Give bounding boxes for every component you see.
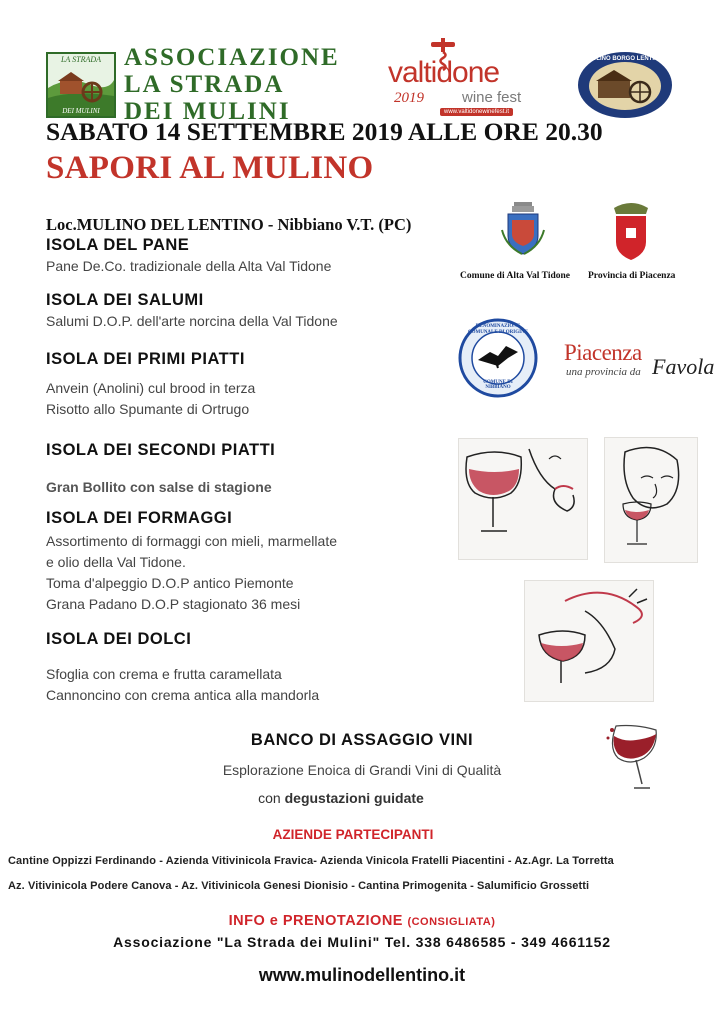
island-desc-line: Sfoglia con crema e frutta caramellata	[46, 666, 282, 682]
info-heading	[0, 912, 724, 930]
event-title: SAPORI AL MULINO	[46, 150, 374, 186]
provincia-piacenza-crest	[610, 200, 652, 264]
mulino-borgo-lentino-logo	[576, 50, 674, 120]
valtidone-winefest: wine fest	[462, 89, 522, 106]
island-desc-line: Assortimento di formaggi con mieli, marmellate	[46, 533, 337, 549]
piacenza-favola-logo	[564, 340, 715, 390]
island-title-primi: ISOLA DEI PRIMI PIATTI	[46, 350, 245, 368]
island-desc-line: Toma d'alpeggio D.O.P antico Piemonte	[46, 575, 294, 591]
comune-alta-val-tidone-crest	[500, 200, 546, 262]
valtidone-brand: valtidone	[388, 56, 500, 89]
wine-subtitle: Esplorazione Enoica di Grandi Vini di Qualità	[222, 762, 502, 778]
island-desc-secondi	[46, 477, 272, 498]
island-title-dolci: ISOLA DEI DOLCI	[46, 630, 192, 648]
island-title-formaggi: ISOLA DEI FORMAGGI	[46, 509, 233, 527]
assoc-logo	[46, 52, 116, 118]
wine-taster-sketch-3	[524, 580, 654, 702]
info-title: INFO e PRENOTAZIONE	[228, 913, 403, 929]
island-title-salumi: ISOLA DEI SALUMI	[46, 291, 204, 309]
valtidone-year: 2019	[394, 90, 424, 106]
island-desc-salumi	[46, 311, 338, 332]
info-contact: Associazione "La Strada dei Mulini" Tel. 338 6486585 - 349 4661152	[113, 934, 611, 950]
event-date: SABATO 14 SETTEMBRE 2019 ALLE ORE 20.30	[46, 117, 603, 146]
event-location: Loc.MULINO DEL LENTINO - Nibbiano V.T. (PC)	[46, 215, 412, 234]
valtidone-url: www.valtidonewinefest.it	[440, 108, 513, 116]
provincia-caption: Provincia di Piacenza	[588, 271, 676, 281]
aziende-title: AZIENDE PARTECIPANTI	[272, 827, 434, 842]
wine-guided-bold: degustazioni guidate	[284, 790, 424, 806]
assoc-line-3: DEI MULINI	[124, 98, 291, 125]
aziende-line-1: Cantine Oppizzi Ferdinando - Azienda Vitivinicola Fravica- Azienda Vinicola Fratelli Piacentini - Az.Agr. La Torretta	[8, 855, 614, 867]
assoc-logo-bottom-text: DEI MULINI	[62, 107, 100, 115]
wine-taster-sketch-1	[458, 438, 588, 560]
website-link[interactable]: www.mulinodellentino.it	[258, 965, 466, 985]
island-desc-line: e olio della Val Tidone.	[46, 554, 186, 570]
deco-bottom-text: COMUNE DI NIBBIANO	[483, 380, 513, 390]
wine-guided-prefix: con	[258, 790, 281, 806]
piacenza-brand: Piacenza	[564, 340, 642, 365]
island-title-secondi: ISOLA DEI SECONDI PIATTI	[46, 441, 276, 459]
wine-taster-sketch-2	[604, 437, 698, 563]
info-note: (CONSIGLIATA)	[407, 916, 496, 928]
island-title-pane: ISOLA DEL PANE	[46, 236, 190, 254]
assoc-logo-top-text: LA STRADA	[60, 55, 102, 64]
deco-nibbiano-badge	[458, 318, 538, 398]
island-desc-formaggi	[46, 531, 337, 615]
wine-guided-line	[0, 790, 682, 806]
aziende-line-2: Az. Vitivinicola Podere Canova - Az. Vitivinicola Genesi Dionisio - Cantina Primogenita - Salumificio Grossetti	[8, 880, 590, 892]
island-desc-primi	[46, 378, 255, 420]
valtidone-winefest-logo	[386, 38, 536, 120]
island-desc-line: Gran Bollito con salse di stagione	[46, 479, 272, 495]
island-desc-line: Salumi D.O.P. dell'arte norcina della Val Tidone	[46, 313, 338, 329]
island-desc-dolci	[46, 664, 319, 706]
piacenza-favola: Favola	[652, 354, 715, 379]
island-desc-pane	[46, 256, 331, 277]
assoc-line-1: ASSOCIAZIONE	[124, 44, 340, 71]
island-desc-line: Risotto allo Spumante di Ortrugo	[46, 401, 250, 417]
piacenza-tagline: una provincia da	[566, 366, 641, 378]
island-desc-line: Grana Padano D.O.P stagionato 36 mesi	[46, 596, 301, 612]
island-desc-line: Anvein (Anolini) cul brood in terza	[46, 380, 256, 396]
assoc-line-2: LA STRADA	[124, 71, 285, 98]
island-desc-line: Cannoncino con crema antica alla mandorla	[46, 687, 320, 703]
comune-caption: Comune di Alta Val Tidone	[460, 271, 570, 281]
wine-title: BANCO DI ASSAGGIO VINI	[250, 731, 474, 749]
deco-arc-text: DENOMINAZIONE COMUNALE DI ORIGINE	[467, 324, 528, 335]
mulino-logo-text: MULINO BORGO LENTINO	[587, 56, 663, 62]
assoc-name	[124, 44, 340, 125]
island-desc-line: Pane De.Co. tradizionale della Alta Val Tidone	[46, 258, 332, 274]
